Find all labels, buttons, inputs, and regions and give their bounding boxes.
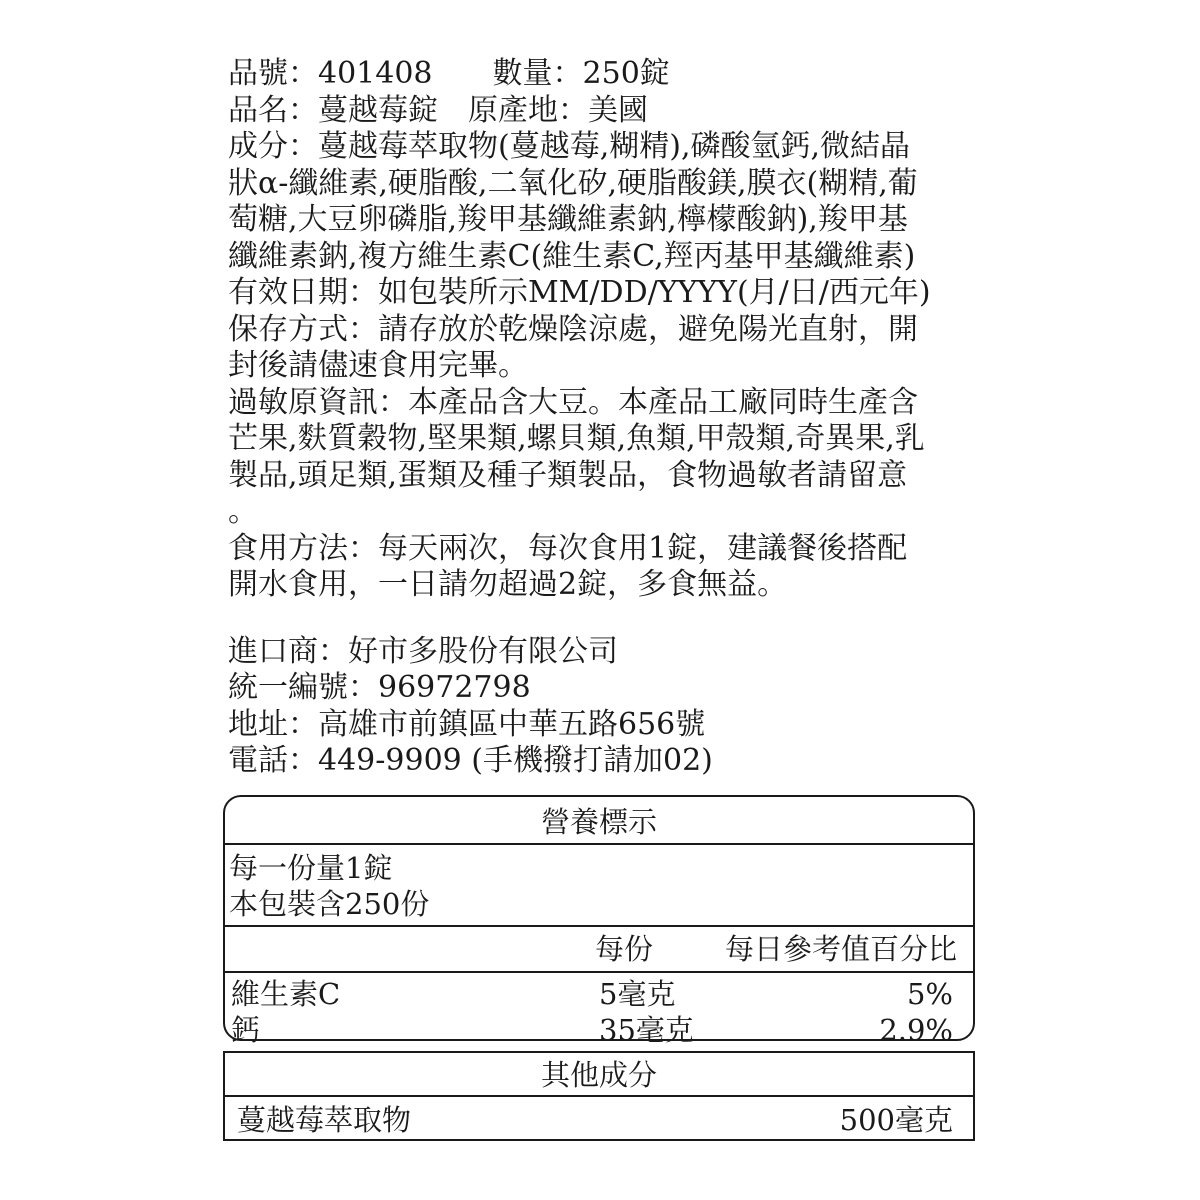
allergen-line: 。 [228,494,258,529]
nutrition-column-headers [225,927,973,973]
ingredients-line: 狀α-纖維素,硬脂酸,二氧化矽,硬脂酸鎂,膜衣(糊精,葡 [228,165,918,201]
ingredients-line: 萄糖,大豆卵磷脂,羧甲基纖維素鈉,檸檬酸鈉),羧甲基 [228,202,908,237]
importer-line: 進口商：好市多股份有限公司 [228,633,618,669]
per-serving-header: 每份 [595,932,654,966]
serving-size: 每一份量1錠 [229,851,393,885]
item-number-quantity-line: 品號：401408 數量：250錠 [228,56,670,91]
allergen-line: 過敏原資訊：本產品含大豆。本產品工廠同時生產含 [228,384,918,420]
nutrient-row [225,1012,973,1048]
product-name-origin-line: 品名：蔓越莓錠 原產地：美國 [228,92,648,128]
usage-line: 食用方法：每天兩次，每次食用1錠，建議餐後搭配 [228,530,908,566]
servings-per-package: 本包裝含250份 [229,887,430,921]
other-ingredient-amount: 500毫克 [839,1103,953,1137]
nutrient-row [225,976,973,1012]
ingredients-line: 成分：蔓越莓萃取物(蔓越莓,糊精),磷酸氫鈣,微結晶 [228,129,911,164]
serving-info [225,845,973,927]
nutrient-amount: 5毫克 [599,977,676,1011]
other-ingredients-title: 其他成分 [225,1053,973,1097]
nutrition-facts-title: 營養標示 [225,797,973,845]
expiry-line: 有效日期：如包裝所示MM/DD/YYYY(月/日/西元年) [228,275,931,310]
nutrition-facts-table [223,795,975,1047]
nutrient-amount: 35毫克 [599,1013,694,1047]
other-ingredient-name: 蔓越莓萃取物 [237,1103,412,1137]
daily-value-header: 每日參考值百分比 [724,932,957,966]
other-ingredient-row [225,1097,973,1141]
ingredients-line: 纖維素鈉,複方維生素C(維生素C,羥丙基甲基纖維素) [228,238,916,274]
tax-id-line: 統一編號：96972798 [228,670,531,705]
other-ingredients-table [223,1051,975,1141]
nutrient-daily-value: 2.9% [879,1013,953,1047]
allergen-line: 製品,頭足類,蛋類及種子類製品，食物過敏者請留意 [228,457,908,493]
usage-line: 開水食用，一日請勿超過2錠，多食無益。 [228,567,788,602]
storage-line: 封後請儘速食用完畢。 [228,348,528,383]
nutrient-name: 鈣 [231,1013,261,1047]
nutrient-daily-value: 5% [906,977,953,1011]
address-line: 地址：高雄市前鎮區中華五路656號 [228,706,706,742]
storage-line: 保存方式：請存放於乾燥陰涼處，避免陽光直射，開 [228,311,918,347]
allergen-line: 芒果,麩質穀物,堅果類,螺貝類,魚類,甲殼類,奇異果,乳 [228,421,925,456]
phone-line: 電話：449-9909 (手機撥打請加02) [228,743,713,778]
nutrient-name: 維生素C [231,977,341,1011]
product-label-text [228,56,978,780]
